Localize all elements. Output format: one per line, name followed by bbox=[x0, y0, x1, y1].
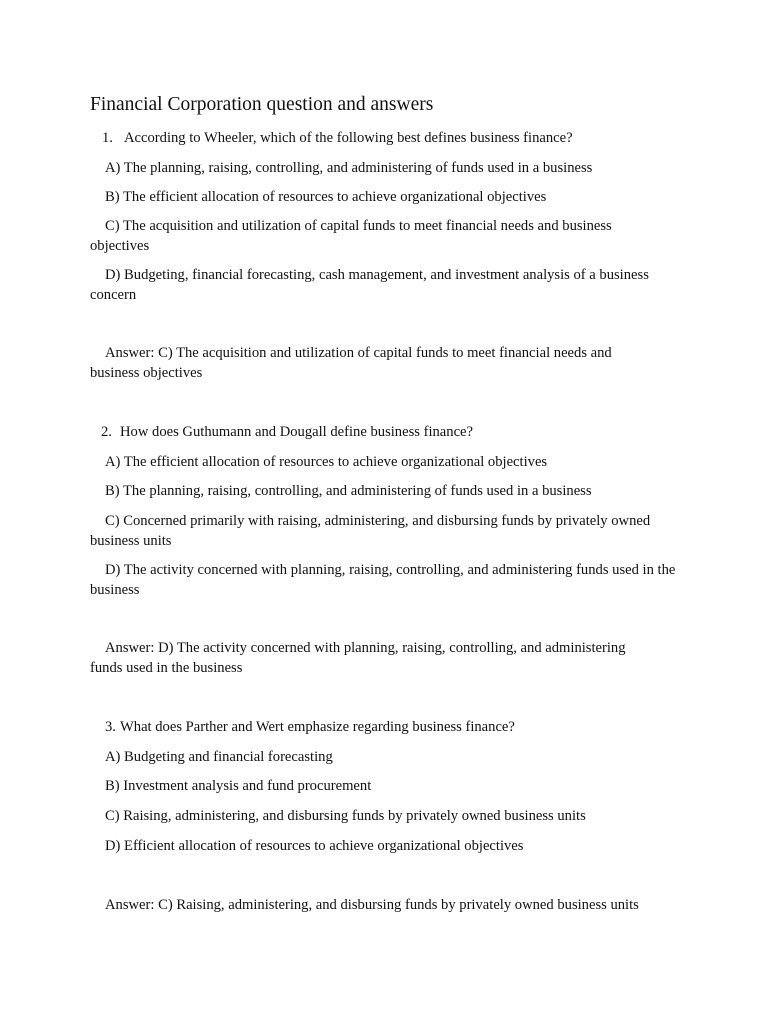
question-3-option-d: D) Efficient allocation of resources to achieve organizational objectives bbox=[105, 838, 524, 854]
question-3-option-a: A) Budgeting and financial forecasting bbox=[105, 749, 333, 765]
question-1-option-d: D) Budgeting, financial forecasting, cash management, and investment analysis of a business concern bbox=[90, 267, 649, 303]
question-2-option-b: B) The planning, raising, controlling, and administering of funds used in a business bbox=[105, 483, 592, 499]
question-1-option-c: C) The acquisition and utilization of capital funds to meet financial needs and business objectives bbox=[90, 218, 612, 254]
document-title: Financial Corporation question and answers bbox=[90, 94, 434, 115]
question-2 bbox=[101, 422, 473, 442]
question-1-answer: Answer: C) The acquisition and utilization of capital funds to meet financial needs and business objectives bbox=[90, 345, 612, 381]
question-3-number: 3. bbox=[105, 719, 116, 735]
question-2-text: How does Guthumann and Dougall define business finance? bbox=[120, 424, 474, 440]
question-2-option-d: D) The activity concerned with planning, raising, controlling, and administering funds used in the business bbox=[90, 562, 676, 598]
question-3-text: What does Parther and Wert emphasize regarding business finance? bbox=[120, 719, 515, 735]
question-3-option-b: B) Investment analysis and fund procurement bbox=[105, 778, 372, 794]
question-1-option-a: A) The planning, raising, controlling, and administering of funds used in a business bbox=[105, 160, 593, 176]
question-2-option-a: A) The efficient allocation of resources to achieve organizational objectives bbox=[105, 454, 548, 470]
question-1 bbox=[102, 128, 573, 148]
question-1-number: 1. bbox=[102, 130, 113, 146]
question-3 bbox=[105, 717, 515, 737]
question-1-option-b: B) The efficient allocation of resources to achieve organizational objectives bbox=[105, 189, 547, 205]
question-3-option-c: C) Raising, administering, and disbursing funds by privately owned business units bbox=[105, 808, 586, 824]
question-3-answer: Answer: C) Raising, administering, and disbursing funds by privately owned business units bbox=[105, 897, 639, 913]
question-2-number: 2. bbox=[101, 424, 112, 440]
question-2-answer: Answer: D) The activity concerned with planning, raising, controlling, and administering funds used in the business bbox=[90, 640, 626, 676]
question-2-option-c: C) Concerned primarily with raising, administering, and disbursing funds by privately owned business units bbox=[90, 513, 651, 549]
question-1-text: According to Wheeler, which of the following best defines business finance? bbox=[124, 130, 573, 146]
